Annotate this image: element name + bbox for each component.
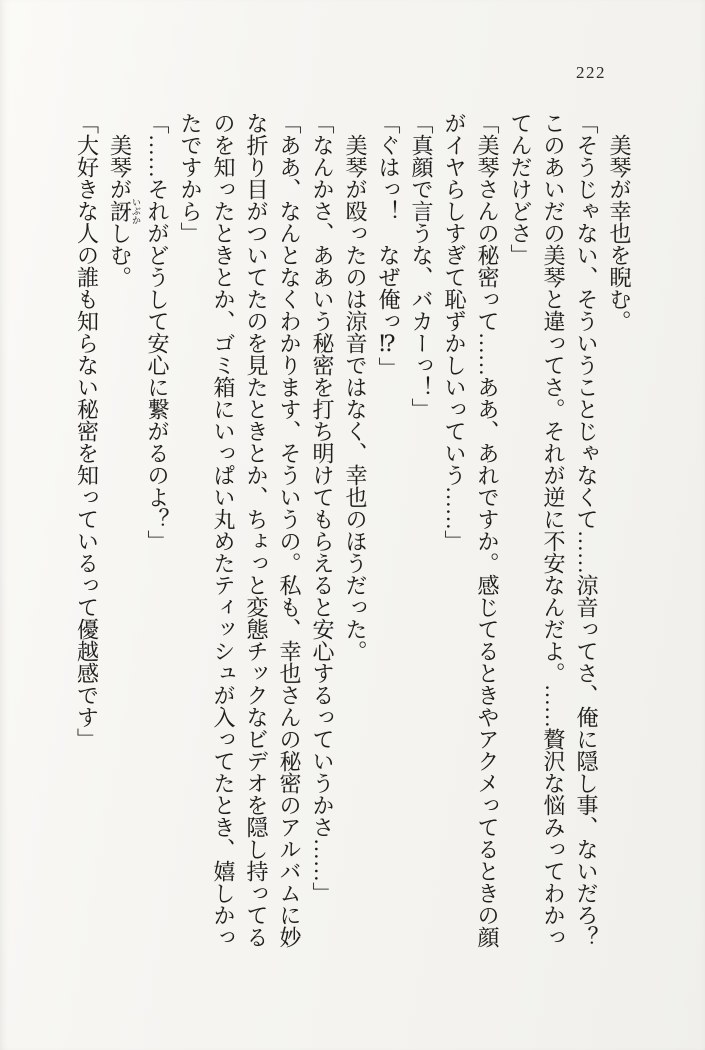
paragraph-dialogue: 「真顔で言うな、バカーっ！」 <box>409 112 434 420</box>
paragraph-dialogue: 「そうじゃない、そういうことじゃなくて……涼音ってさ、俺に隠し事、ないだろ？このあいだの美琴と違ってさ。それが逆に不安なんだよ。……贅沢な悩みってわかってんだけどさ」 <box>508 112 599 948</box>
paragraph-dialogue: 「なんかさ、ああいう秘密を打ち明けてもらえると安心するっていうかさ……」 <box>310 112 335 904</box>
paragraph-dialogue: 「美琴さんの秘密って……ああ、あれですか。感じてるときやアクメってるときの顔がイヤらしすぎて恥ずかしいっていう……」 <box>442 112 500 948</box>
paragraph-narration: 美琴が幸也を睨む。 <box>607 134 632 332</box>
paragraph-narration: 美琴が訝いぶかしむ。 <box>107 134 141 288</box>
paragraph-dialogue: 「ああ、なんとなくわかります、そういうの。私も、幸也さんの秘密のアルバムに妙な折り目がついてたのを見たときとか、ちょっと変態チックなビデオを隠し持ってるのを知ったときとか、ゴミ箱にいっぱい丸めたティッシュが入ってたとき、嬉しかったですから」 <box>178 112 302 948</box>
page-number: 222 <box>576 63 606 82</box>
paragraph-dialogue: 「ぐはっ！ なぜ俺っ⁉」 <box>376 112 401 379</box>
paragraph-dialogue: 「大好きな人の誰も知らない秘密を知っているって優越感です」 <box>74 112 100 750</box>
text-block <box>71 112 637 950</box>
paragraph-dialogue: 「……それがどうして安心に繋がるのよ？」 <box>145 112 170 552</box>
ruby-annotated-word: 訝いぶか <box>107 197 141 225</box>
paragraph-narration: 美琴が殴ったのは涼音ではなく、幸也のほうだった。 <box>343 134 368 662</box>
